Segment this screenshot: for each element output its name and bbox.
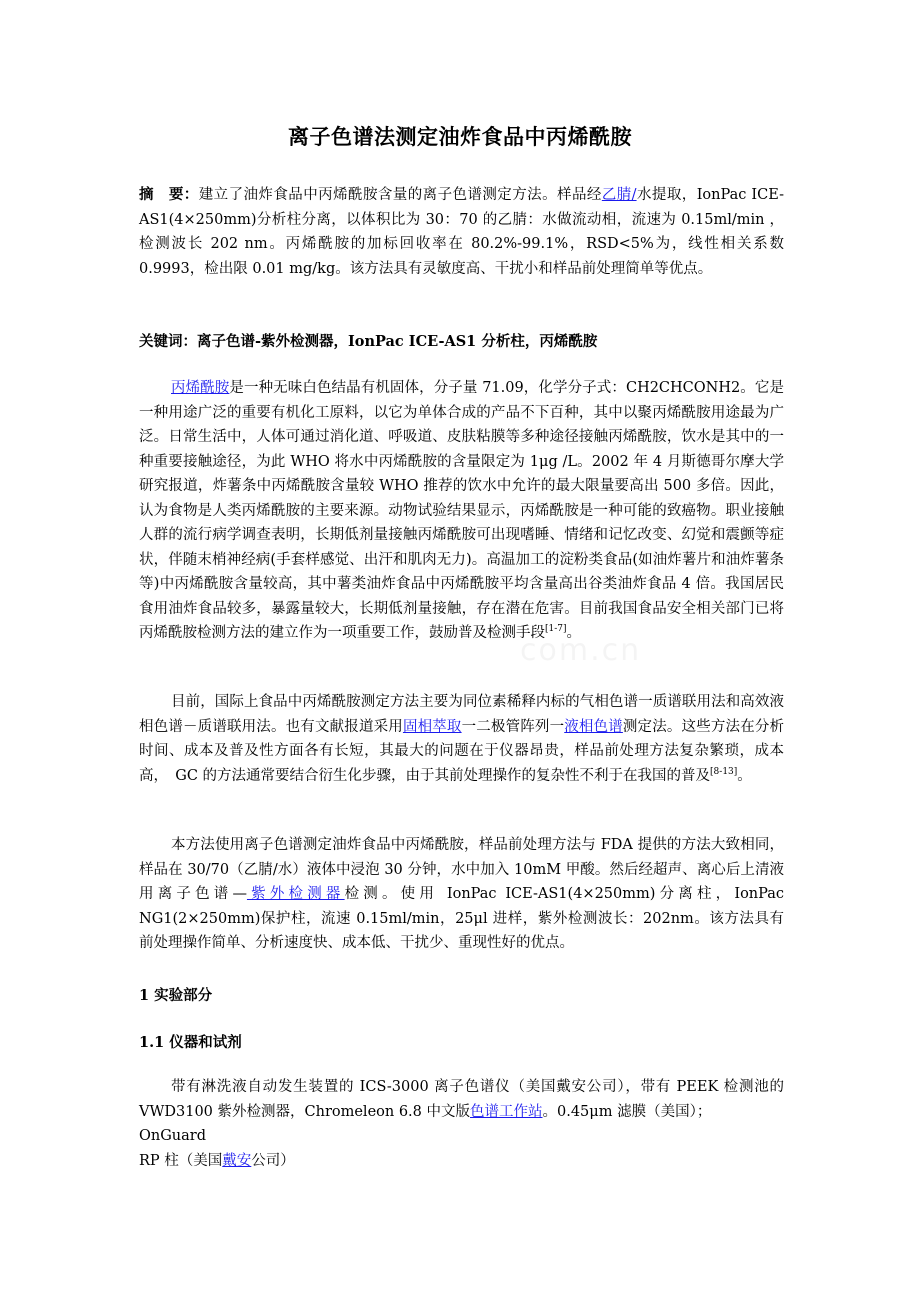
- para3-text-1: 本方法使用离子色谱测定油炸食品中丙烯酰胺，样品前处理方法与 FDA 提供的方法大致相同，样品在 30/70（乙腈/水）液体中浸泡 30 分钟，水中加入 10mM 甲酸。然后经超声、离心后上清液用离子色谱—: [139, 837, 784, 902]
- para4-line4-a: RP 柱（美国: [139, 1153, 223, 1169]
- para4-text-2: 。0.45μm 滤膜（美国）；: [542, 1103, 712, 1120]
- para2-text-3: 测定法。这些方法在分析时间、成本及普及性方面各有长短，其最大的问题在于仪器昂贵，样品前处理方法复杂繁琐，成本高， GC 的方法通常要结合衍生化步骤，由于其前处理操作的复杂性不利于在我国的普及: [139, 718, 785, 784]
- instruments-line-4: [139, 1149, 784, 1174]
- instruments-paragraph: [139, 1075, 784, 1124]
- link-acetonitrile[interactable]: 乙腈/: [601, 187, 637, 203]
- link-liquid-chromatography[interactable]: 液相色谱: [564, 718, 623, 735]
- intro-paragraph-2: [139, 690, 784, 788]
- instruments-line-3: OnGuard: [139, 1128, 207, 1144]
- abstract-text-1: 建立了油炸食品中丙烯酰胺含量的离子色谱测定方法。样品经: [198, 187, 602, 203]
- watermark: [520, 633, 680, 673]
- link-uv-detector[interactable]: 紫外检测器: [246, 886, 345, 902]
- link-workstation[interactable]: 色谱工作站: [470, 1103, 543, 1120]
- para3-text-2: 检测。使用 IonPac ICE-AS1(4×250mm)分离柱，IonPac NG1(2×250mm)保护柱，流速 0.15ml/min，25μl 进样，紫外检测波长：202nm。该方法具有前处理操作简单、分析速度快、成本低、干扰少、重现性好的优点。: [139, 886, 785, 951]
- link-acrylamide[interactable]: 丙烯酰胺: [171, 380, 230, 396]
- abstract-text-2: 水提取，IonPac ICE-AS1(4×250mm)分析柱分离，以体积比为 30：70 的乙腈：水做流动相，流速为 0.15ml/min ，检测波长 202 nm。丙烯酰胺的加标回收率在 80.2%-99.1%，RSD<5%为，线性相关系数 0.9993，检出限 0.01 mg/kg。该方法具有灵敏度高、干扰小和样品前处理简单等优点。: [139, 187, 784, 277]
- para1-text: 是一种无味白色结晶有机固体，分子量 71.09，化学分子式：CH2CHCONH2。它是一种用途广泛的重要有机化工原料，以它为单体合成的产品不下百种，其中以聚丙烯酰胺用途最为广泛。日常生活中，人体可通过消化道、呼吸道、皮肤粘膜等多种途径接触丙烯酰胺，饮水是其中的一种重要接触途径，为此 WHO 将水中丙烯酰胺的含量限定为 1μg /L。2002 年 4 月斯德哥尔摩大学研究报道，炸薯条中丙烯酰胺含量较 WHO 推荐的饮水中允许的最大限量要高出 500 多倍。因此，认为食物是人类丙烯酰胺的主要来源。动物试验结果显示，丙烯酰胺是一种可能的致癌物。职业接触人群的流行病学调查表明，长期低剂量接触丙烯酰胺可出现嗜睡、情绪和记忆改变、幻觉和震颤等症状，伴随末梢神经病(手套样感觉、出汗和肌肉无力)。高温加工的淀粉类食品(如油炸薯片和油炸薯条等)中丙烯酰胺含量较高，其中薯类油炸食品中丙烯酰胺平均含量高出谷类油炸食品 4 倍。我国居民食用油炸食品较多，暴露量较大，长期低剂量接触，存在潜在危害。目前我国食品安全相关部门已将丙烯酰胺检测方法的建立作为一项重要工作，鼓励普及检测手段: [139, 380, 784, 641]
- link-solid-phase-extraction[interactable]: 固相萃取: [402, 718, 462, 735]
- abstract-label: 摘 要：: [139, 186, 199, 203]
- page-title: 离子色谱法测定油炸食品中丙烯酰胺: [288, 125, 632, 149]
- para2-end: 。: [737, 767, 752, 784]
- link-dionex[interactable]: 戴安: [222, 1153, 252, 1169]
- para4-text-1: 带有淋洗液自动发生装置的 ICS-3000 离子色谱仪（美国戴安公司），带有 PEEK 检测池的 VWD3100 紫外检测器，Chromeleon 6.8 中文版: [139, 1079, 784, 1120]
- para1-end: 。: [566, 625, 582, 641]
- reference-1-7: [1-7]: [545, 624, 567, 635]
- section-heading-1: 1 实验部分: [139, 987, 213, 1004]
- para2-text-2: 一二极管阵列一: [461, 718, 565, 735]
- para4-line4-b: 公司）: [251, 1153, 295, 1169]
- section-heading-1-1: 1.1 仪器和试剂: [139, 1034, 242, 1051]
- para2-text-1: 目前，国际上食品中丙烯酰胺测定方法主要为同位素稀释内标的气相色谱一质谱联用法和高效液相色谱－质谱联用法。也有文献报道采用: [139, 694, 784, 735]
- abstract-paragraph: [139, 183, 784, 281]
- reference-8-13: [8-13]: [710, 766, 738, 777]
- intro-paragraph-3: [139, 833, 784, 956]
- intro-paragraph-1: [139, 376, 784, 646]
- keywords-line: 关键词：离子色谱-紫外检测器，IonPac ICE-AS1 分析柱，丙烯酰胺: [139, 333, 598, 350]
